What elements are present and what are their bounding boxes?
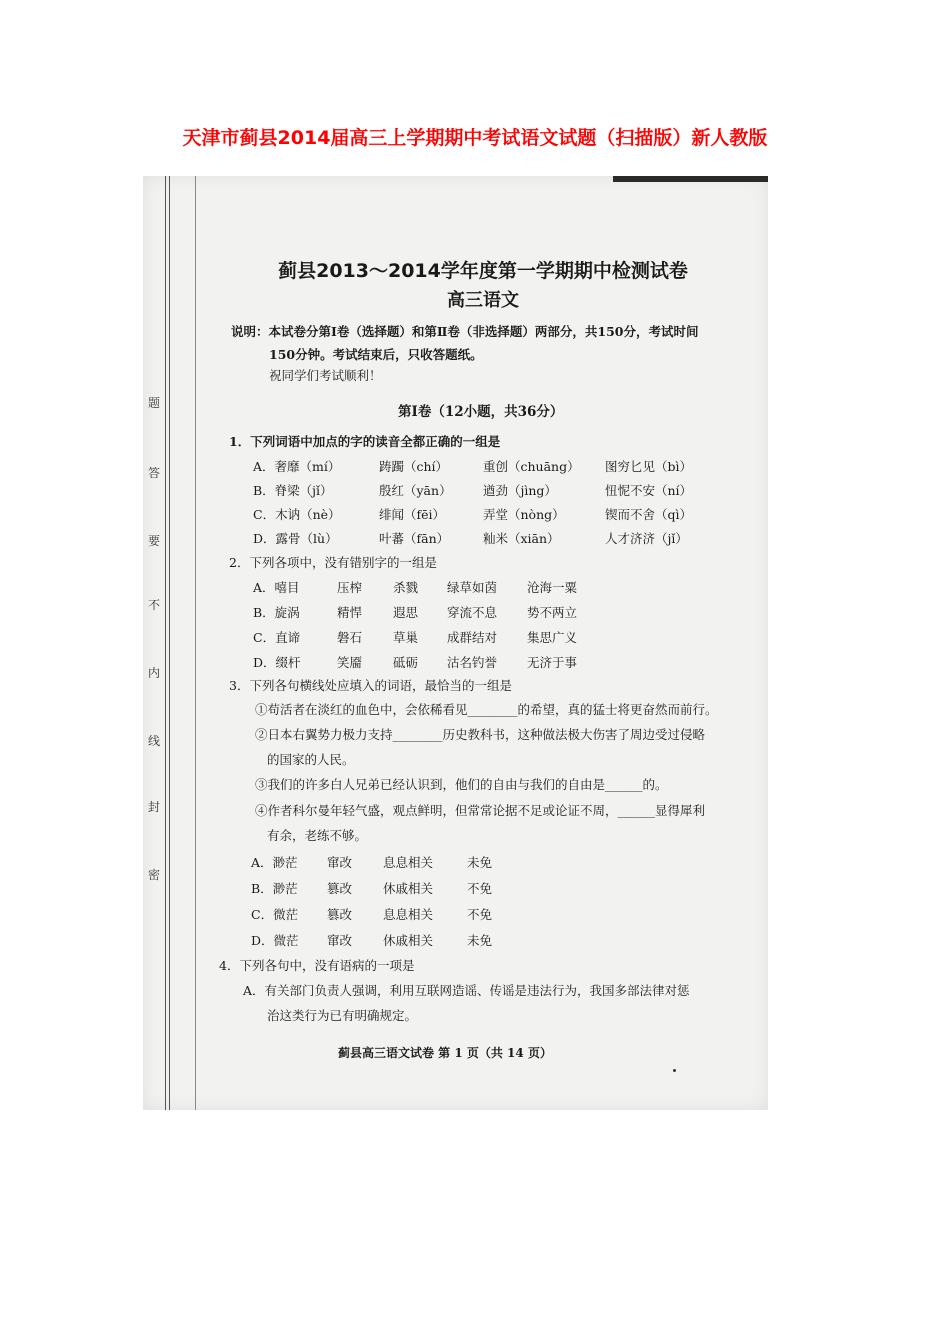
option-cell: 休戚相关 (383, 881, 434, 896)
option-cell: 沧海一粟 (527, 580, 578, 595)
option-cell: 息息相关 (383, 855, 434, 870)
option-cell: C．微茫 (251, 907, 299, 922)
option-cell: 势不两立 (527, 605, 578, 620)
option-cell: D．微茫 (251, 933, 299, 948)
exam-title: 蓟县2013～2014学年度第一学期期中检测试卷 (278, 260, 688, 282)
option-cell: 草巢 (393, 630, 419, 645)
option-cell: 成群结对 (447, 630, 498, 645)
option-cell: 重创（chuāng） (483, 459, 580, 474)
option-cell: 砥砺 (393, 655, 419, 670)
option-cell: 未免 (467, 855, 493, 870)
question-line: 的国家的人民。 (267, 752, 355, 767)
option-cell: 穿流不息 (447, 605, 498, 620)
part-heading: 第Ⅰ卷（12小题，共36分） (398, 404, 564, 420)
page-footer: 蓟县高三语文试卷 第 1 页（共 14 页） (338, 1046, 552, 1060)
binding-char: 密 (147, 868, 160, 882)
option-cell: 忸怩不安（ní） (605, 483, 693, 498)
option-cell: 图穷匕见（bì） (605, 459, 692, 474)
option-cell: 未免 (467, 933, 493, 948)
option-cell: D．露骨（lù） (253, 531, 338, 546)
binding-char: 封 (147, 800, 160, 814)
option-cell: 息息相关 (383, 907, 434, 922)
binding-char: 题 (147, 396, 160, 410)
option-cell: B．渺茫 (251, 881, 298, 896)
option-cell: 篡改 (327, 881, 353, 896)
instructions-line: 祝同学们考试顺利！ (269, 368, 382, 383)
option-cell: B．旋涡 (253, 605, 300, 620)
question-line: ①苟活者在淡红的血色中，会依稀看见________的希望，真的猛士将更奋然而前行。 (255, 702, 718, 717)
option-cell: 绯闻（fēi） (379, 507, 446, 522)
scanned-exam-page (143, 176, 768, 1110)
exam-subtitle: 高三语文 (447, 290, 519, 311)
question-line: ③我们的许多白人兄弟已经认识到，他们的自由与我们的自由是______的。 (255, 777, 668, 792)
option-cell: D．缀杆 (253, 655, 301, 670)
binding-char: 线 (147, 734, 160, 748)
instructions-line: 说明：本试卷分第Ⅰ卷（选择题）和第Ⅱ卷（非选择题）两部分，共150分，考试时间 (231, 324, 699, 339)
option-cell: 锲而不舍（qì） (605, 507, 692, 522)
option-cell: 篡改 (327, 907, 353, 922)
option-cell: A．渺茫 (251, 855, 298, 870)
question-stem: 3．下列各句横线处应填入的词语，最恰当的一组是 (229, 678, 512, 693)
binding-char: 要 (147, 534, 160, 548)
instructions-line: 150分钟。考试结束后，只收答题纸。 (269, 347, 483, 362)
question-stem: 1．下列词语中加点的字的读音全都正确的一组是 (229, 434, 501, 449)
option-cell: 窜改 (327, 933, 353, 948)
option-cell: 遒劲（jìng） (483, 483, 557, 498)
option-cell: 沽名钓誉 (447, 655, 498, 670)
option-cell: 不免 (467, 907, 493, 922)
question-line: A．有关部门负责人强调，利用互联网造谣、传谣是违法行为，我国多部法律对惩 (243, 983, 690, 998)
option-cell: 笑靥 (337, 655, 363, 670)
question-line: ②日本右翼势力极力支持________历史教科书，这种做法极大伤害了周边受过侵略 (255, 727, 706, 742)
option-cell: 叶蕃（fān） (379, 531, 450, 546)
option-cell: 压榨 (337, 580, 363, 595)
option-cell: 杀戮 (393, 580, 419, 595)
scan-speck (673, 1069, 676, 1072)
option-cell: 弄堂（nòng） (483, 507, 565, 522)
option-cell: 休戚相关 (383, 933, 434, 948)
option-cell: A．奢靡（mí） (253, 459, 341, 474)
document-title: 天津市蓟县2014届高三上学期期中考试语文试题（扫描版）新人教版 (182, 127, 768, 149)
exam-content (143, 176, 768, 1110)
question-line: 有余，老练不够。 (267, 828, 368, 843)
binding-char: 答 (147, 466, 160, 480)
option-cell: 人才济济（jǐ） (605, 531, 688, 546)
option-cell: 无济于事 (527, 655, 578, 670)
binding-char: 内 (147, 666, 160, 680)
question-stem: 4．下列各句中，没有语病的一项是 (219, 958, 415, 973)
option-cell: 磐石 (337, 630, 363, 645)
option-cell: 殷红（yān） (379, 483, 452, 498)
question-line: ④作者科尔曼年轻气盛，观点鲜明，但常常论据不足或论证不周，______显得犀利 (255, 803, 706, 818)
option-cell: C．直谛 (253, 630, 301, 645)
binding-char: 不 (147, 598, 160, 612)
option-cell: C．木讷（nè） (253, 507, 341, 522)
option-cell: 遐思 (393, 605, 419, 620)
option-cell: 籼米（xiān） (483, 531, 560, 546)
option-cell: 绿草如茵 (447, 580, 498, 595)
question-line: 治这类行为已有明确规定。 (267, 1008, 418, 1023)
option-cell: A．嘻目 (253, 580, 300, 595)
option-cell: 集思广义 (527, 630, 578, 645)
question-stem: 2．下列各项中，没有错别字的一组是 (229, 555, 437, 570)
option-cell: 窜改 (327, 855, 353, 870)
option-cell: 精悍 (337, 605, 363, 620)
option-cell: B．脊梁（jǐ） (253, 483, 333, 498)
option-cell: 踌躅（chí） (379, 459, 449, 474)
option-cell: 不免 (467, 881, 493, 896)
